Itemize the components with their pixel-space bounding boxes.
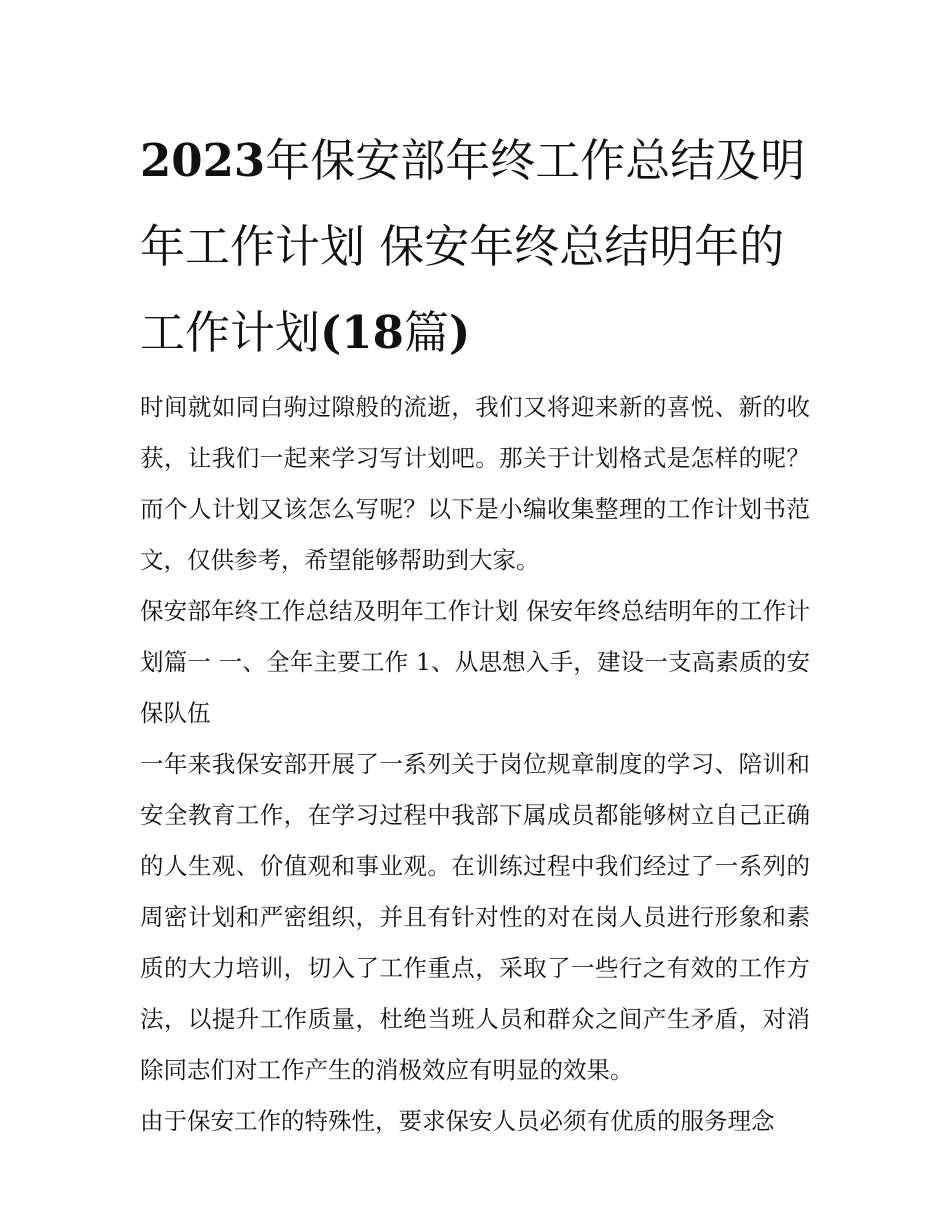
title-part-year: 2023 — [140, 134, 266, 187]
title-part-count: (18 — [320, 306, 404, 359]
title-part-close: ) — [448, 306, 471, 359]
document-title — [140, 118, 810, 376]
title-part-main: 年保安部年终工作总结及明年工作计划 保安年终总结明年的工作计划 — [140, 134, 806, 359]
paragraph-service: 由于保安工作的特殊性，要求保安人员必须有优质的服务理念 — [140, 1107, 775, 1135]
title-part-unit: 篇 — [403, 306, 449, 359]
paragraph-section-heading: 保安部年终工作总结及明年工作计划 保安年终总结明年的工作计划篇一 一、全年主要工作 1、从思想入手，建设一支高素质的安保队伍 — [140, 597, 810, 727]
paragraph-training: 一年来我保安部开展了一系列关于岗位规章制度的学习、陪训和安全教育工作，在学习过程中我部下属成员都能够树立自己正确的人生观、价值观和事业观。在训练过程中我们经过了一系列的周密计划和严密组织，并且有针对性的对在岗人员进行形象和素质的大力培训，切入了工作重点，采取了一些行之有效的工作方法，以提升工作质量，杜绝当班人员和群众之间产生矛盾，对消除同志们对工作产生的消极效应有明显的效果。 — [140, 750, 810, 1084]
document-body — [140, 118, 810, 1147]
paragraph-intro: 时间就如同白驹过隙般的流逝，我们又将迎来新的喜悦、新的收获，让我们一起来学习写计划吧。那关于计划格式是怎样的呢？而个人计划又该怎么写呢？以下是小编收集整理的工作计划书范文，仅供参考，希望能够帮助到大家。 — [140, 393, 810, 574]
